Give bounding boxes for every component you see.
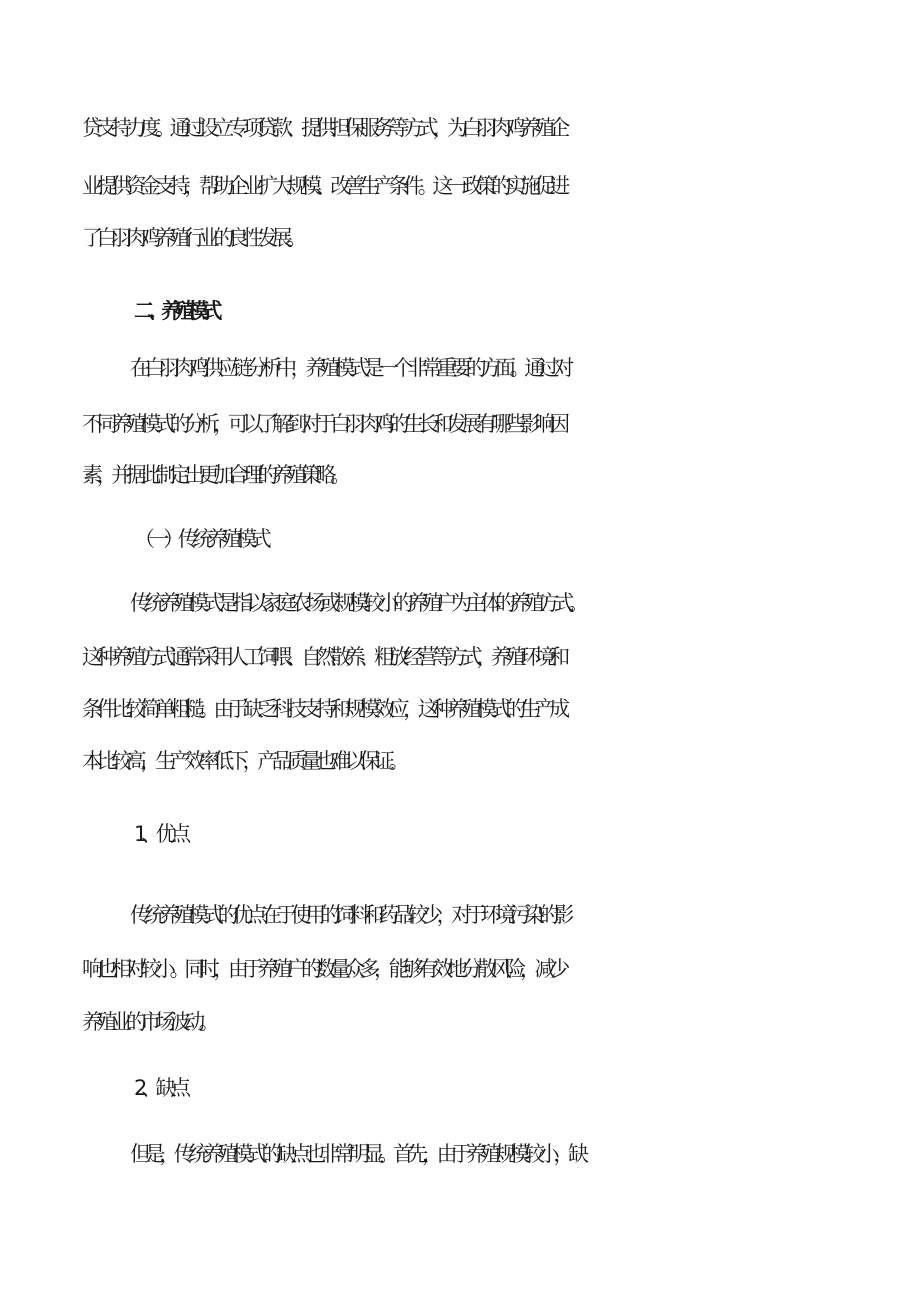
paragraph-1-line-2: 业提供资金支持，帮助企业扩大规模、改善生产条件。这一政策的实施促进 <box>82 174 564 198</box>
item-1-heading: 1、优点 <box>134 822 185 846</box>
paragraph-4-line-1: 传统养殖模式的优点在于使用的饲料和药品较少，对于环境污染的影 <box>130 903 568 927</box>
item-2-heading: 2、缺点 <box>134 1076 185 1100</box>
section-heading: 二、养殖模式 <box>134 299 215 323</box>
paragraph-4-line-3: 养殖业的市场波动。 <box>82 1010 214 1034</box>
paragraph-3-line-1: 传统养殖模式是指以家庭农场或规模较小的养殖户为主体的养殖方式。 <box>130 591 583 615</box>
paragraph-5-line-1: 但是，传统养殖模式的缺点也非常明显。首先，由于养殖规模较小，缺 <box>130 1142 583 1166</box>
subsection-heading: （一）传统养殖模式 <box>134 527 266 551</box>
paragraph-3-line-3: 条件比较简单粗糙。由于缺乏科技支持和规模效应，这种养殖模式的生产成 <box>82 697 564 721</box>
paragraph-4-line-2: 响也相对较小。同时，由于养殖户的数量众多，能够有效地分散风险，减少 <box>82 957 564 981</box>
paragraph-3-line-2: 这种养殖方式通常采用人工饲喂、自然散养、粗放经营等方式，养殖环境和 <box>82 645 564 669</box>
paragraph-2-line-1: 在白羽肉鸡供应链分析中，养殖模式是一个非常重要的方面。通过对 <box>130 356 568 380</box>
paragraph-2-line-2: 不同养殖模式的分析，可以了解到对于白羽肉鸡的生长和发展有哪些影响因 <box>82 412 564 436</box>
paragraph-1-line-1: 贷支持力度。通过设立专项贷款、提供担保服务等方式，为白羽肉鸡养殖企 <box>82 116 564 140</box>
paragraph-3-line-4: 本比较高，生产效率低下，产品质量也难以保证。 <box>82 749 404 773</box>
paragraph-2-line-3: 素，并据此制定出更加合理的养殖策略。 <box>82 463 345 487</box>
paragraph-1-line-3: 了白羽肉鸡养殖行业的良性发展。 <box>82 226 301 250</box>
